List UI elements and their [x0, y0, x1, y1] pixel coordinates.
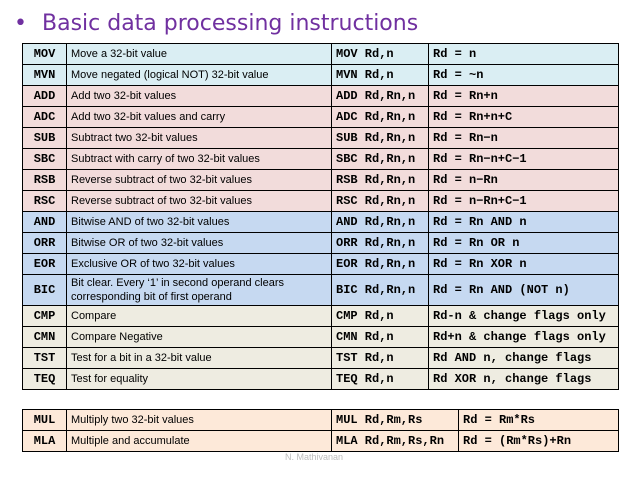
result-cell: Rd AND n, change flags [429, 348, 619, 369]
opcode-cell: SBC [23, 149, 67, 170]
table-row [23, 275, 619, 306]
table-row [23, 170, 619, 191]
result-cell: Rd = Rn AND (NOT n) [429, 275, 619, 306]
table-row [23, 107, 619, 128]
result-cell: Rd = Rn−n+C−1 [429, 149, 619, 170]
opcode-cell: CMP [23, 306, 67, 327]
opcode-cell: ORR [23, 233, 67, 254]
description-cell: Reverse subtract of two 32-bit values [67, 170, 332, 191]
syntax-cell: MOV Rd,n [332, 44, 429, 65]
table-row [23, 44, 619, 65]
syntax-cell: AND Rd,Rn,n [332, 212, 429, 233]
table-row [23, 327, 619, 348]
multiply-table [22, 409, 619, 452]
table-row [23, 86, 619, 107]
syntax-cell: SBC Rd,Rn,n [332, 149, 429, 170]
description-cell: Exclusive OR of two 32-bit values [67, 254, 332, 275]
syntax-cell: CMP Rd,n [332, 306, 429, 327]
description-cell: Test for equality [67, 369, 332, 390]
result-cell: Rd = n−Rn [429, 170, 619, 191]
table-row [23, 128, 619, 149]
table-row [23, 65, 619, 86]
result-cell: Rd = ~n [429, 65, 619, 86]
description-cell: Reverse subtract of two 32-bit values [67, 191, 332, 212]
syntax-cell: CMN Rd,n [332, 327, 429, 348]
result-cell: Rd = Rn AND n [429, 212, 619, 233]
syntax-cell: TST Rd,n [332, 348, 429, 369]
syntax-cell: MUL Rd,Rm,Rs [332, 410, 459, 431]
opcode-cell: AND [23, 212, 67, 233]
syntax-cell: ORR Rd,Rn,n [332, 233, 429, 254]
syntax-cell: SUB Rd,Rn,n [332, 128, 429, 149]
opcode-cell: CMN [23, 327, 67, 348]
result-cell: Rd = n−Rn+C−1 [429, 191, 619, 212]
description-cell: Move a 32-bit value [67, 44, 332, 65]
description-cell: Compare [67, 306, 332, 327]
table-row [23, 212, 619, 233]
opcode-cell: MLA [23, 431, 67, 452]
description-cell: Multiple and accumulate [67, 431, 332, 452]
instruction-table [22, 43, 619, 390]
result-cell: Rd = n [429, 44, 619, 65]
title-text: Basic data processing instructions [42, 10, 419, 36]
opcode-cell: MVN [23, 65, 67, 86]
opcode-cell: RSC [23, 191, 67, 212]
description-cell: Move negated (logical NOT) 32-bit value [67, 65, 332, 86]
result-cell: Rd XOR n, change flags [429, 369, 619, 390]
syntax-cell: MLA Rd,Rm,Rs,Rn [332, 431, 459, 452]
opcode-cell: ADC [23, 107, 67, 128]
description-cell: Subtract two 32-bit values [67, 128, 332, 149]
syntax-cell: TEQ Rd,n [332, 369, 429, 390]
result-cell: Rd = (Rm*Rs)+Rn [459, 431, 619, 452]
result-cell: Rd = Rn+n [429, 86, 619, 107]
syntax-cell: BIC Rd,Rn,n [332, 275, 429, 306]
description-cell: Test for a bit in a 32-bit value [67, 348, 332, 369]
result-cell: Rd = Rn XOR n [429, 254, 619, 275]
description-cell: Bit clear. Every ‘1’ in second operand clears corresponding bit of first operand [67, 275, 332, 306]
opcode-cell: ADD [23, 86, 67, 107]
opcode-cell: RSB [23, 170, 67, 191]
result-cell: Rd = Rn−n [429, 128, 619, 149]
description-cell: Compare Negative [67, 327, 332, 348]
syntax-cell: MVN Rd,n [332, 65, 429, 86]
slide-title [14, 8, 418, 38]
syntax-cell: RSC Rd,Rn,n [332, 191, 429, 212]
table-row [23, 254, 619, 275]
description-cell: Bitwise OR of two 32-bit values [67, 233, 332, 254]
syntax-cell: EOR Rd,Rn,n [332, 254, 429, 275]
bullet-icon: • [14, 10, 27, 36]
description-cell: Subtract with carry of two 32-bit values [67, 149, 332, 170]
table-row [23, 369, 619, 390]
table-row [23, 348, 619, 369]
syntax-cell: RSB Rd,Rn,n [332, 170, 429, 191]
table-row [23, 233, 619, 254]
description-cell: Add two 32-bit values and carry [67, 107, 332, 128]
result-cell: Rd-n & change flags only [429, 306, 619, 327]
table-row [23, 306, 619, 327]
author-footer: N. Mathivanan [285, 452, 344, 462]
result-cell: Rd = Rm*Rs [459, 410, 619, 431]
description-cell: Bitwise AND of two 32-bit values [67, 212, 332, 233]
opcode-cell: TST [23, 348, 67, 369]
table-row [23, 149, 619, 170]
table-row [23, 191, 619, 212]
table-row [23, 431, 619, 452]
result-cell: Rd = Rn OR n [429, 233, 619, 254]
table-row [23, 410, 619, 431]
result-cell: Rd+n & change flags only [429, 327, 619, 348]
opcode-cell: TEQ [23, 369, 67, 390]
opcode-cell: EOR [23, 254, 67, 275]
opcode-cell: BIC [23, 275, 67, 306]
description-cell: Add two 32-bit values [67, 86, 332, 107]
result-cell: Rd = Rn+n+C [429, 107, 619, 128]
description-cell: Multiply two 32-bit values [67, 410, 332, 431]
syntax-cell: ADD Rd,Rn,n [332, 86, 429, 107]
opcode-cell: MOV [23, 44, 67, 65]
opcode-cell: SUB [23, 128, 67, 149]
opcode-cell: MUL [23, 410, 67, 431]
syntax-cell: ADC Rd,Rn,n [332, 107, 429, 128]
